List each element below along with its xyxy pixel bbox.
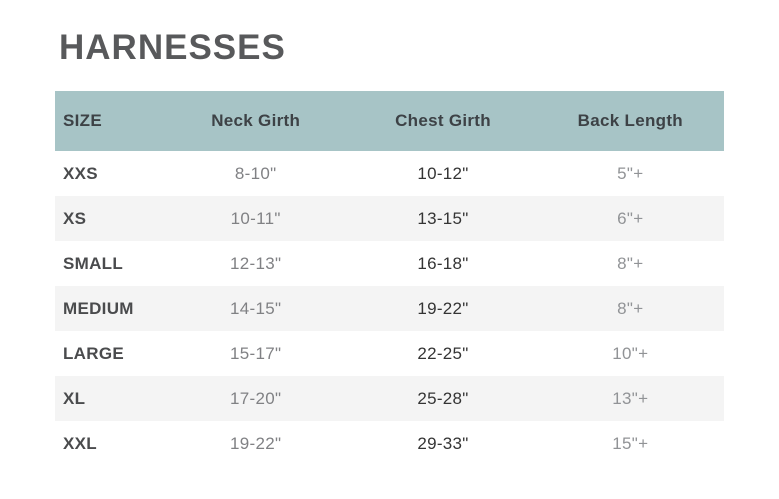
cell-size: XL [63,388,86,408]
cell-chest: 22-25" [417,343,469,363]
table-row [55,196,724,241]
cell-back: 8"+ [617,298,644,318]
size-table-body [55,151,724,466]
cell-neck: 17-20" [230,388,282,408]
cell-chest: 19-22" [417,298,469,318]
table-row [55,286,724,331]
cell-chest: 10-12" [417,163,469,183]
cell-size: LARGE [63,343,124,363]
cell-back: 6"+ [617,208,644,228]
table-row [55,376,724,421]
column-header-neck-girth: Neck Girth [211,111,301,130]
cell-size: XXL [63,433,97,453]
cell-neck: 12-13" [230,253,282,273]
page-title: HARNESSES [59,28,286,67]
cell-back: 8"+ [617,253,644,273]
cell-chest: 25-28" [417,388,469,408]
cell-back: 10"+ [612,343,649,363]
table-row [55,331,724,376]
cell-chest: 13-15" [417,208,469,228]
table-row [55,421,724,466]
cell-back: 5"+ [617,163,644,183]
cell-size: XS [63,208,87,228]
cell-size: XXS [63,163,98,183]
cell-back: 15"+ [612,433,649,453]
cell-neck: 14-15" [230,298,282,318]
table-row [55,151,724,196]
column-header-chest-girth: Chest Girth [395,111,491,130]
cell-size: SMALL [63,253,124,273]
cell-neck: 15-17" [230,343,282,363]
cell-neck: 8-10" [234,163,277,183]
cell-chest: 29-33" [417,433,469,453]
cell-size: MEDIUM [63,298,134,318]
size-table [55,91,724,466]
cell-back: 13"+ [612,388,649,408]
column-header-size: SIZE [63,111,102,130]
header-row [55,91,724,151]
cell-neck: 10-11" [230,208,281,228]
size-table-header [55,91,724,151]
cell-chest: 16-18" [417,253,469,273]
column-header-back-length: Back Length [577,111,683,130]
table-row [55,241,724,286]
cell-neck: 19-22" [230,433,282,453]
